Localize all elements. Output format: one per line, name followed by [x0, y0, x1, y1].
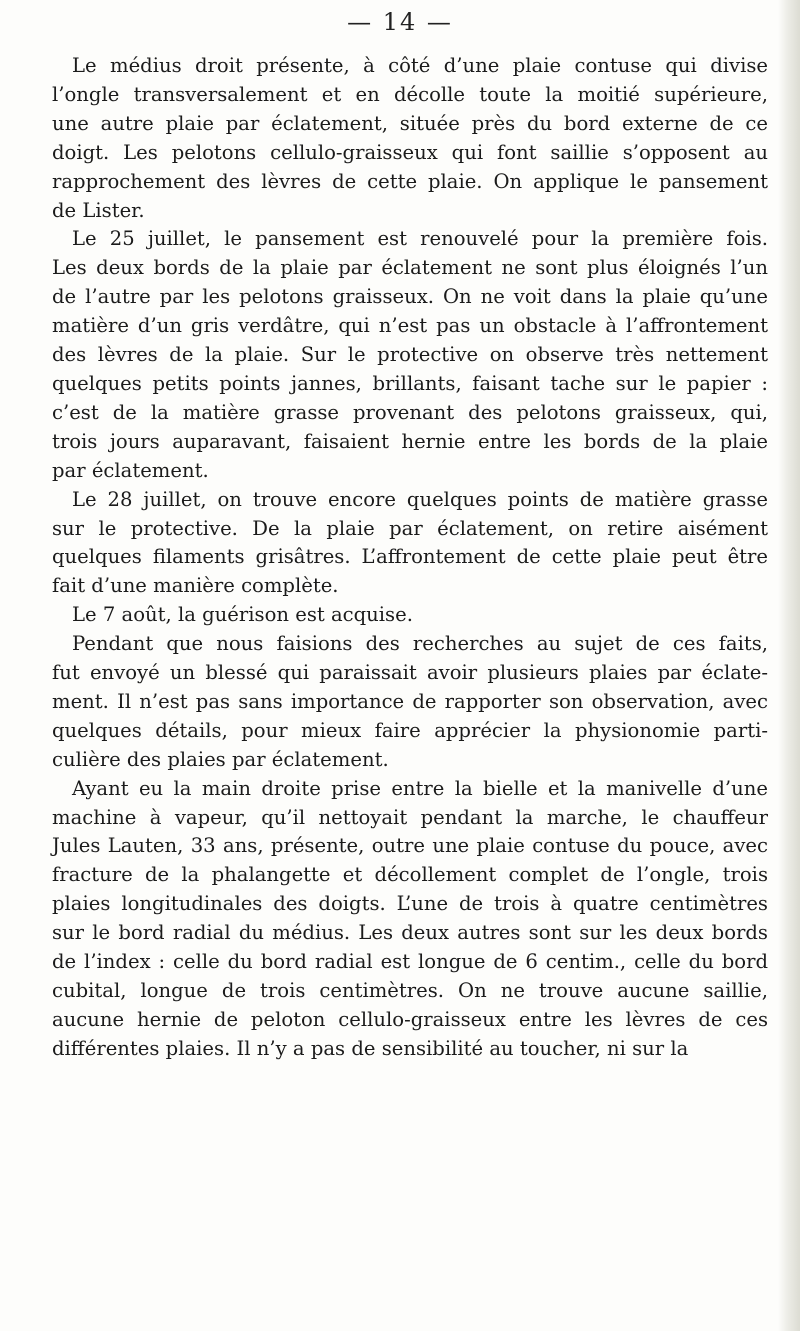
text-line: Les deux bords de la plaie par éclatement ne sont plus éloignés l’un	[52, 256, 768, 280]
text-line: une autre plaie par éclatement, située près du bord externe de ce	[52, 111, 768, 135]
text-line: machine à vapeur, qu’il nettoyait pendant la marche, le chauffeur	[52, 805, 768, 829]
text-line: trois jours auparavant, faisaient hernie entre les bords de la plaie	[52, 429, 768, 453]
text-line: Pendant que nous faisions des recherches au sujet de ces faits,	[72, 632, 768, 656]
text-line: Le médius droit présente, à côté d’une plaie contuse qui divise	[72, 54, 768, 77]
paragraph	[52, 775, 768, 1064]
text-line: Jules Lauten, 33 ans, présente, outre une plaie contuse du pouce, avec	[52, 834, 768, 858]
text-line: cubital, longue de trois centimètres. On ne trouve aucune saillie,	[52, 979, 768, 1002]
text-line: des lèvres de la plaie. Sur le protective on observe très nettement	[52, 343, 768, 367]
paragraph	[52, 630, 768, 775]
text-line: Ayant eu la main droite prise entre la bielle et la manivelle d’une	[72, 776, 768, 800]
text-line: de Lister.	[52, 198, 145, 222]
paragraph	[52, 225, 768, 485]
paragraph	[52, 601, 768, 630]
text-line: Le 25 juillet, le pansement est renouvelé pour la première fois.	[72, 227, 768, 251]
text-line: de l’autre par les pelotons graisseux. On ne voit dans la plaie qu’une	[52, 285, 768, 309]
text-line: différentes plaies. Il n’y a pas de sensibilité au toucher, ni sur la	[52, 1036, 689, 1060]
text-line: quelques petits points jannes, brillants, faisant tache sur le papier :	[52, 371, 768, 395]
text-line: sur le protective. De la plaie par éclatement, on retire aisément	[52, 516, 768, 540]
text-line: c’est de la matière grasse provenant des pelotons graisseux, qui,	[52, 400, 768, 424]
text-line: ment. Il n’est pas sans importance de rapporter son observation, avec	[52, 689, 768, 713]
text-line: quelques détails, pour mieux faire apprécier la physionomie parti-	[52, 718, 768, 742]
page-edge-shadow	[778, 0, 800, 1331]
text-line: l’ongle transversalement et en décolle toute la moitié supérieure,	[52, 82, 768, 106]
text-line: aucune hernie de peloton cellulo-graisseux entre les lèvres de ces	[52, 1007, 768, 1031]
text-line: fait d’une manière complète.	[52, 574, 339, 598]
paragraph	[52, 486, 768, 602]
text-line: plaies longitudinales des doigts. L’une de trois à quatre centimètres	[52, 892, 768, 916]
text-line: Le 7 août, la guérison est acquise.	[72, 603, 413, 627]
text-line: sur le bord radial du médius. Les deux autres sont sur les deux bords	[52, 921, 768, 945]
paragraph	[52, 52, 768, 225]
text-line: culière des plaies par éclatement.	[52, 747, 389, 771]
text-line: Le 28 juillet, on trouve encore quelques points de matière grasse	[72, 487, 768, 511]
text-line: rapprochement des lèvres de cette plaie. On applique le pansement	[52, 169, 768, 193]
text-line: matière d’un gris verdâtre, qui n’est pas un obstacle à l’affrontement	[52, 314, 768, 338]
text-line: fracture de la phalangette et décollement complet de l’ongle, trois	[52, 863, 768, 887]
text-line: fut envoyé un blessé qui paraissait avoir plusieurs plaies par éclate-	[52, 661, 768, 685]
text-line: quelques filaments grisâtres. L’affrontement de cette plaie peut être	[52, 545, 768, 569]
body-text	[52, 52, 768, 1064]
text-line: de l’index : celle du bord radial est longue de 6 centim., celle du bord	[52, 950, 768, 974]
text-line: par éclatement.	[52, 458, 209, 482]
page-number: — 14 —	[347, 8, 453, 36]
text-line: doigt. Les pelotons cellulo-graisseux qui font saillie s’opposent au	[52, 140, 768, 164]
